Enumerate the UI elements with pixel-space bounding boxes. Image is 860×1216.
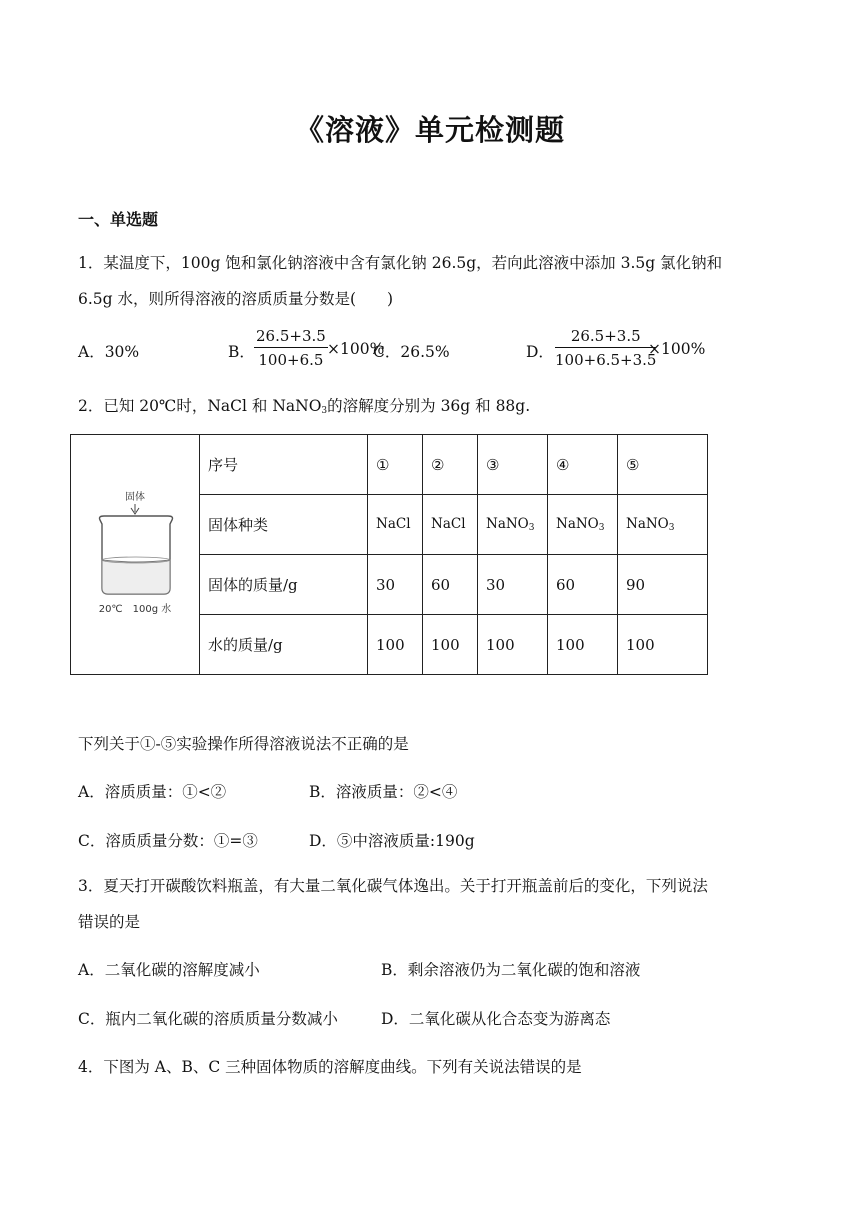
q1-option-d-denominator: 100+6.5+3.5 <box>555 351 657 369</box>
q3-stem-line1: 3．夏天打开碳酸饮料瓶盖，有大量二氧化碳气体逸出。关于打开瓶盖前后的变化，下列说法 <box>78 877 708 895</box>
q2-option-c: C．溶质质量分数：①=③ <box>78 832 258 850</box>
q3-option-c: C．瓶内二氧化碳的溶质质量分数减小 <box>78 1010 338 1028</box>
q3-stem-line2: 错误的是 <box>78 913 141 931</box>
serial-cell: ④ <box>548 435 618 495</box>
q1-option-b-denominator: 100+6.5 <box>258 351 324 369</box>
row-header-serial: 序号 <box>200 435 368 495</box>
q2-stem-prefix: 2．已知 20℃时，NaCl 和 NaNO <box>78 397 322 415</box>
page-title: 《溶液》单元检测题 <box>294 113 565 147</box>
water-icon <box>102 560 170 594</box>
q1-option-b-fraction <box>254 327 328 369</box>
water-mass-cell: 100 <box>478 615 548 675</box>
q1-stem-line2: 6.5g 水，则所得溶液的溶质质量分数是( ) <box>78 290 394 308</box>
beaker-bottom-label: 20℃ 100g 水 <box>98 603 172 615</box>
solid-mass-cell: 60 <box>548 555 618 615</box>
q1-option-d-suffix: ×100% <box>648 340 706 358</box>
water-mass-cell: 100 <box>423 615 478 675</box>
water-mass-cell: 100 <box>618 615 708 675</box>
beaker-top-label: 固体 <box>125 491 145 503</box>
solid-mass-cell: 90 <box>618 555 708 615</box>
q1-option-c: C．26.5% <box>373 343 450 361</box>
solid-cell: NaNO$_3$ <box>548 495 618 555</box>
q1-stem-line1: 1．某温度下，100g 饱和氯化钠溶液中含有氯化钠 26.5g，若向此溶液中添加 3.5g 氯化钠和 <box>78 254 723 272</box>
q2-stem-subscript: 3 <box>321 406 328 416</box>
row-header-solid-mass: 固体的质量/g <box>200 555 368 615</box>
q1-option-d-label: D． <box>526 343 554 361</box>
q1-option-b-numerator: 26.5+3.5 <box>254 327 328 348</box>
q3-option-a: A．二氧化碳的溶解度减小 <box>78 961 260 979</box>
q3-option-d: D．二氧化碳从化合态变为游离态 <box>381 1010 611 1028</box>
q1-option-a: A．30% <box>78 343 140 361</box>
q2-option-b: B．溶液质量：②<④ <box>309 783 458 801</box>
beaker-cell <box>71 435 200 675</box>
experiment-table <box>70 434 708 675</box>
q4-stem-line1: 4．下图为 A、B、C 三种固体物质的溶解度曲线。下列有关说法错误的是 <box>78 1058 582 1076</box>
beaker-illustration <box>80 488 190 618</box>
q2-stem <box>78 394 530 416</box>
q2-option-a: A．溶质质量：①<② <box>78 783 227 801</box>
q2-stem-suffix: 的溶解度分别为 36g 和 88g. <box>327 397 531 415</box>
solid-cell: NaCl <box>423 495 478 555</box>
water-mass-cell: 100 <box>548 615 618 675</box>
solid-mass-cell: 60 <box>423 555 478 615</box>
serial-cell: ⑤ <box>618 435 708 495</box>
water-mass-cell: 100 <box>368 615 423 675</box>
arrow-down-icon <box>131 504 139 514</box>
q3-option-b: B．剩余溶液仍为二氧化碳的饱和溶液 <box>381 961 641 979</box>
q1-option-d-fraction <box>555 327 656 369</box>
solid-cell: NaCl <box>368 495 423 555</box>
solid-mass-cell: 30 <box>368 555 423 615</box>
serial-cell: ② <box>423 435 478 495</box>
row-header-water-mass: 水的质量/g <box>200 615 368 675</box>
q1-option-b-label: B． <box>228 343 255 361</box>
section-heading: 一、单选题 <box>78 210 159 229</box>
solid-mass-cell: 30 <box>478 555 548 615</box>
serial-cell: ① <box>368 435 423 495</box>
q1-option-d-numerator: 26.5+3.5 <box>555 327 656 348</box>
q2-question: 下列关于①-⑤实验操作所得溶液说法不正确的是 <box>78 735 409 753</box>
solid-cell: NaNO$_3$ <box>478 495 548 555</box>
q1-option-b-suffix: ×100% <box>327 340 385 358</box>
row-header-solid-type: 固体种类 <box>200 495 368 555</box>
q2-option-d: D．⑤中溶液质量:190g <box>309 832 475 850</box>
serial-cell: ③ <box>478 435 548 495</box>
solid-cell: NaNO$_3$ <box>618 495 708 555</box>
